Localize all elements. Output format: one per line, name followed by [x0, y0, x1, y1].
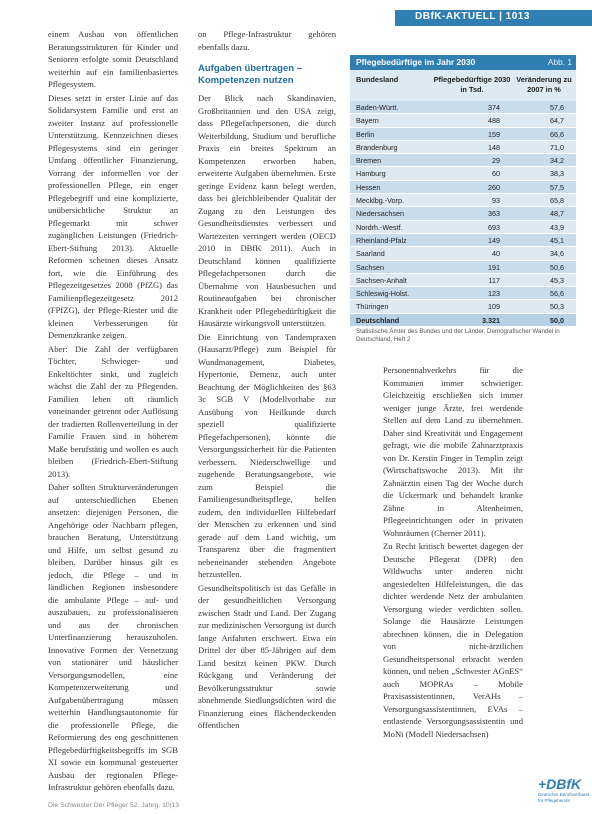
cell-land: Bremen	[356, 156, 382, 166]
column1-paragraph: Aber: Die Zahl der verfügbaren Töchter, Schwieger- und Enkeltöchter sinkt, und zugleich wächst die Zahl der zu Pflegenden. Familien leben oft räumlich voneinander getrennt oder Auflösung der tradierten Rollenverteilung in der Familie Frauen sind in höherem Maße berufstätig und wollen es auch bleiben (Friedrich-Ebert-Stiftung 2013).	[48, 343, 178, 479]
column-header-change: Veränderung zu 2007 in %	[516, 75, 572, 94]
column-header-count: Pflegebedürftige 2030 in Tsd.	[433, 75, 511, 94]
cell-change: 66,6	[550, 129, 564, 139]
cell-change: 34,6	[550, 249, 564, 259]
column1-paragraph: einem Ausbau von öffentlichen Beratungsstrukturen für Kinder und Senioren erfolgte somit Deutschland weiterhin auf ein familienbasiertes Pflegesystem.	[48, 29, 178, 89]
table-row	[350, 101, 576, 114]
table-row	[350, 274, 576, 287]
column3-paragraph: Personennahverkehrs für die Kommunen immer schwieriger. Gleichzeitig erschließen sich immer weniger junge Ärzte, frei werdende Stellen auf dem Land zu übernehmen. Daher sind Kreativität und Engagement gefragt, wie die mobile Zahnarztpraxis von Dr. Kerstin Finger in Templin zeigt (Wirtschaftswoche 2013). Mit ihr Zahnärztin einen Tag der Woche durch die Uckermark und behandelt kranke Zähne in Altenheimen, Pflegeeinrichtungen oder in privaten Wohnräumen (Cherner 2011).	[383, 365, 523, 538]
cell-count: 29	[492, 156, 500, 166]
table-row	[350, 194, 576, 207]
cell-change: 64,7	[550, 116, 564, 126]
column2-paragraph: Der Blick nach Skandinavien, Großbritannien und den USA zeigt, dass Pflegefachpersonen, die durch Weiterbildung, Studium und berufliche Praxis ein breites Spektrum an Kompetenzen erworben haben, erweiterte Aufgaben übernehmen. Erste geringe Evidenz kann belegt werden, dass bei gleichbleibender Qualität der Zugang zu den Leistungen des Gesundheitsdienstes verbessert und Wartezeiten verringert werden (OECD 2010 in DBfK 2011). Auch in Deutschland können qualifizierte Pflegefachpersonen durch die Übernahme von Hausbesuchen und Routineaufgaben bei chronischer Krankheit oder Pflegebedürftigkeit die Hausärzte wirkungsvoll unterstützen.	[198, 93, 336, 328]
cell-change: 48,7	[550, 209, 564, 219]
cell-change: 65,8	[550, 196, 564, 206]
table-title-text: Pflegebedürftige im Jahr 2030	[356, 57, 476, 67]
table-row	[350, 234, 576, 247]
column-header-land: Bundesland	[356, 75, 399, 84]
cell-land: Schleswig-Holst.	[356, 289, 410, 299]
section-heading: Aufgaben übertragen – Kompetenzen nutzen	[198, 63, 302, 86]
column2-intro: on Pflege-Infrastruktur gehören ebenfalls dazu.	[198, 29, 336, 52]
table-row	[350, 247, 576, 260]
table-row	[350, 207, 576, 220]
column1-paragraph: Daher sollten Strukturveränderungen auf unterschiedlichen Ebenen ansetzen: diejenigen Personen, die Angehörige oder Nachbarn pflegen, brauchen Beratung, Unterstützung und Hilfe, um selbst gesund zu bleiben. Darüber hinaus gilt es jedoch, die Pflege – und in ländlichen Regionen insbesondere die ambulante Pflege – auf- und auszubauen, zu professionalisieren und aus der chronischen Unterfinanzierung herauszuholen. Innovative Formen der Vernetzung von stationärer und häuslicher Versorgungsmodellen, eine Kompetenzerweiterung und Aufgabenübertragung müssen weiterhin Handlungsautonomie für die professionelle Pflege, die Reformierung des eng geschnittenen Pflegebedürftigkeitsbegriffs im SGB XI sowie ein kommunal gesteuerter Ausbau der regionalen Pflege-Infrastruktur gehören ebenfalls dazu.	[48, 482, 178, 792]
cell-land: Bayern	[356, 116, 379, 126]
logo-mark: +DBfK	[538, 776, 582, 792]
cell-land: Hamburg	[356, 169, 386, 179]
column1-paragraph: Dieses setzt in erster Linie auf das Solidarsystem Familie und erst an zweiter Instanz auf professionelle Unterstützung. Kennzeichnen dieses Pflegesystems sind ein geringer Umfang öffentlicher Finanzierung, Vorrang der informellen vor der professionellen Pflege, ein enger Pflegebegriff und eine komplizierte, unübersichtliche Struktur an Pflegemarkt mit schwer zugänglichen Leistungen (Friedrich-Ebert-Stiftung 2013). Aktuelle Reformen scheinen dieses Ansatz fort, wie die Einführung des Pflegezeitgesetzes 2008 (PfZG) das Familienpflegezeitgesetz 2012 (FPfZG), der Pflege-Riester und die kleinen Verbesserungen für Demenzkranke zeigen.	[48, 92, 178, 340]
cell-count: 123	[488, 289, 500, 299]
cell-land: Niedersachsen	[356, 209, 404, 219]
cell-change: 38,3	[550, 169, 564, 179]
cell-land: Deutschland	[356, 315, 400, 325]
table-row	[350, 181, 576, 194]
table-row	[350, 300, 576, 313]
table-source-note: Statistische Ämter des Bundes und der Länder, Demografischer Wandel in Deutschland, Heft 2	[356, 328, 560, 343]
table-row	[350, 154, 576, 167]
cell-count: 363	[488, 209, 500, 219]
column3-paragraph: Zu Recht kritisch bewertet dagegen der Deutsche Pflegerat (DPR) den Wildwuchs unter anderen nicht angesiedelten Hilfeleistungen, die das dichter werdende Netz der ambulanten Versorgung wieder verdichten sollen. Solange die Hausärzte Leistungen abrechnen können, die in Delegation von nicht-ärztlichen Gesundheitspersonal erbracht werden können, und neben „Schwester AGnES“ auch MOPRAs – Mobile Praxisassistentinnen, VerAHs – Versorgungsassistentinnen, EVAs – entlastende Versorgungsassistentin und MoNi (Modell Niedersachsen)	[383, 541, 523, 739]
table-body	[350, 101, 576, 327]
cell-count: 60	[492, 169, 500, 179]
cell-count: 149	[488, 235, 500, 245]
table-header-row	[350, 72, 576, 98]
cell-change: 50,0	[550, 315, 564, 325]
table-row	[350, 128, 576, 141]
cell-count: 3.321	[482, 315, 500, 325]
column2-paragraph: Die Einrichtung von Tandempraxen (Hausarzt/Pflege) zum Beispiel für Wundmanagement, Diabetes, Hypertonie, Demenz, auch unter Beachtung der Möglichkeiten des §63 3c SGB V (Modellvorhabe zur Ausübung von Heilkunde durch speziell qualifizierte Pflegefachpersonen), könnte die Versorgungssicherheit für die Patienten verbessern. Niederschwellige und zugehende Beratungsangebote, wie zum Beispiel die Familiengesundheitspflege, helfen zudem, den individuellen Hilfebedarf der Menschen zu erkennen und sind gerade auf dem Land wichtig, um Transparenz über die fragmentiert nebeneinander stehenden Angebote herzustellen.	[198, 331, 336, 579]
cell-change: 71,0	[550, 142, 564, 152]
cell-land: Rheinland-Pfalz	[356, 235, 407, 245]
section-header-bar	[395, 10, 592, 26]
cell-change: 43,9	[550, 222, 564, 232]
section-header-title: DBfK-AKTUELL | 1013	[415, 11, 530, 22]
cell-count: 40	[492, 249, 500, 259]
table-row	[350, 114, 576, 127]
table-row	[350, 261, 576, 274]
article-column-1	[48, 28, 178, 798]
article-column-2	[198, 28, 336, 800]
cell-count: 117	[488, 275, 500, 285]
figure-number: Abb. 1	[547, 57, 572, 67]
cell-land: Saarland	[356, 249, 385, 259]
cell-count: 191	[488, 262, 500, 272]
cell-count: 148	[488, 142, 500, 152]
cell-land: Brandenburg	[356, 142, 398, 152]
table-row	[350, 141, 576, 154]
cell-change: 56,6	[550, 289, 564, 299]
cell-land: Sachsen	[356, 262, 384, 272]
logo-subtitle: Deutscher Berufsverband für Pflegeberufe	[538, 792, 590, 803]
table-title	[350, 55, 576, 70]
cell-change: 45,3	[550, 275, 564, 285]
cell-count: 693	[488, 222, 500, 232]
cell-land: Sachsen-Anhalt	[356, 275, 407, 285]
cell-land: Berlin	[356, 129, 375, 139]
cell-change: 45,1	[550, 235, 564, 245]
cell-count: 109	[488, 302, 500, 312]
cell-count: 488	[488, 116, 500, 126]
cell-land: Mecklbg.-Vorp.	[356, 196, 404, 206]
cell-land: Hessen	[356, 182, 381, 192]
page-footer: Die Schwester Der Pfleger 52. Jahrg. 10|13	[48, 802, 179, 809]
cell-change: 50,3	[550, 302, 564, 312]
table-row	[350, 287, 576, 300]
cell-change: 50,6	[550, 262, 564, 272]
cell-count: 93	[492, 196, 500, 206]
cell-land: Baden-Württ.	[356, 103, 399, 112]
table-total-row	[350, 314, 576, 327]
cell-count: 159	[488, 129, 500, 139]
cell-change: 57,6	[550, 103, 564, 112]
cell-land: Nordrh.-Westf.	[356, 222, 403, 232]
article-column-3	[383, 364, 523, 776]
column2-paragraph: Gesundheitspolitisch ist das Gefälle in der gesundheitlichen Versorgung zwischen Stadt und Land. Der Zugang zur medizinischen Versorgung ist durch lange Anfahrten erschwert. Etwa ein Drittel der über 85-Jährigen auf dem Land besitzt keinen PKW. Durch Rückgang und Veränderung der Bevölkerungsstruktur sowie abnehmende Siedlungsdichten wird die Finanzierung eines flächendeckenden öffentlichen	[198, 582, 336, 730]
cell-change: 34,2	[550, 156, 564, 166]
cell-count: 374	[488, 103, 500, 112]
cell-land: Thüringen	[356, 302, 389, 312]
cell-count: 260	[488, 182, 500, 192]
table-row	[350, 167, 576, 180]
dbfk-logo	[538, 776, 590, 810]
table-row	[350, 221, 576, 234]
cell-change: 57,5	[550, 182, 564, 192]
